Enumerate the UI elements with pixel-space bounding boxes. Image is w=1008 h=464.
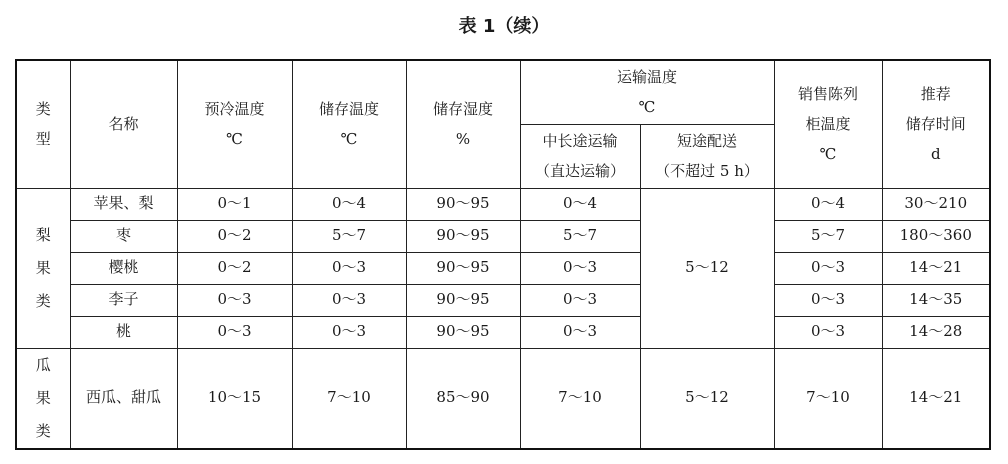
cell-long-haul: 0～3	[520, 316, 640, 348]
header-retail-line-1: 销售陈列	[797, 85, 858, 104]
header-short-haul-note: （不超过 5 h）	[655, 162, 759, 180]
header-retail-line-2: 柜温度	[805, 115, 851, 134]
header-recommended-line-2: 储存时间	[905, 115, 966, 134]
header-retail	[774, 60, 882, 188]
header-long-haul-label: 中长途运输	[542, 132, 618, 150]
header-recommended-unit: d	[930, 145, 941, 164]
cell-humidity: 85～90	[406, 348, 520, 449]
cell-days: 14～28	[882, 316, 990, 348]
header-short-haul-label: 短途配送	[676, 132, 737, 150]
header-storage-temp-label: 储存温度	[318, 100, 379, 119]
header-transport	[520, 60, 774, 124]
cell-retail: 5～7	[774, 220, 882, 252]
cell-precool: 0～3	[177, 316, 292, 348]
cell-storage: 0～4	[292, 188, 406, 220]
cell-name: 枣	[70, 220, 177, 252]
table-row	[16, 316, 990, 348]
cell-name: 苹果、梨	[70, 188, 177, 220]
cell-precool: 0～3	[177, 284, 292, 316]
cell-name: 桃	[70, 316, 177, 348]
table-row	[16, 252, 990, 284]
header-short-haul	[640, 124, 774, 188]
header-name	[70, 60, 177, 188]
group-type-melon	[16, 348, 70, 449]
group-type-char: 瓜	[35, 355, 51, 374]
cell-storage: 7～10	[292, 348, 406, 449]
cell-days: 14～35	[882, 284, 990, 316]
cell-long-haul: 7～10	[520, 348, 640, 449]
cell-precool: 0～1	[177, 188, 292, 220]
group-type-char: 类	[35, 291, 51, 310]
header-transport-label: 运输温度	[616, 68, 677, 87]
header-storage-temp-unit: ℃	[340, 130, 358, 149]
cell-precool: 0～2	[177, 252, 292, 284]
header-type-line-1: 类	[35, 100, 51, 119]
cell-storage: 5～7	[292, 220, 406, 252]
cell-storage: 0～3	[292, 316, 406, 348]
group-type-char: 果	[35, 388, 51, 407]
cell-precool: 10～15	[177, 348, 292, 449]
cell-storage: 0～3	[292, 284, 406, 316]
storage-conditions-table	[15, 59, 991, 450]
header-retail-unit: ℃	[819, 145, 837, 164]
header-transport-unit: ℃	[638, 98, 656, 117]
cell-precool: 0～2	[177, 220, 292, 252]
cell-long-haul: 0～3	[520, 252, 640, 284]
header-storage-humidity-label: 储存湿度	[432, 100, 493, 119]
cell-days: 30～210	[882, 188, 990, 220]
cell-humidity: 90～95	[406, 284, 520, 316]
cell-humidity: 90～95	[406, 316, 520, 348]
cell-retail: 0～3	[774, 252, 882, 284]
group-type-char: 类	[35, 421, 51, 440]
header-recommended	[882, 60, 990, 188]
table-row	[16, 348, 990, 449]
cell-days: 14～21	[882, 252, 990, 284]
header-precool-unit: ℃	[226, 130, 243, 149]
group-type-char: 果	[35, 258, 51, 277]
header-type-line-2: 型	[35, 130, 51, 149]
group-type-pear	[16, 188, 70, 348]
cell-days: 14～21	[882, 348, 990, 449]
cell-retail: 0～4	[774, 188, 882, 220]
header-name-text: 名称	[108, 114, 139, 133]
header-long-haul	[520, 124, 640, 188]
header-precool	[177, 60, 292, 188]
cell-long-haul: 0～4	[520, 188, 640, 220]
table-row	[16, 220, 990, 252]
cell-retail: 7～10	[774, 348, 882, 449]
group-type-char: 梨	[35, 225, 51, 244]
table-caption: 表 1（续）	[458, 16, 550, 37]
header-recommended-line-1: 推荐	[920, 85, 951, 104]
cell-humidity: 90～95	[406, 188, 520, 220]
header-storage-humidity	[406, 60, 520, 188]
table-row	[16, 188, 990, 220]
cell-retail: 0～3	[774, 284, 882, 316]
header-storage-temp	[292, 60, 406, 188]
table-row	[16, 284, 990, 316]
cell-long-haul: 5～7	[520, 220, 640, 252]
header-long-haul-note: （直达运输）	[534, 162, 625, 180]
cell-humidity: 90～95	[406, 252, 520, 284]
cell-retail: 0～3	[774, 316, 882, 348]
header-storage-humidity-unit: %	[455, 130, 471, 149]
cell-short-haul: 5～12	[640, 348, 774, 449]
cell-short-haul-merged: 5～12	[640, 188, 774, 348]
cell-humidity: 90～95	[406, 220, 520, 252]
cell-name: 西瓜、甜瓜	[70, 348, 177, 449]
header-precool-label: 预冷温度	[204, 100, 265, 119]
header-type	[16, 60, 70, 188]
header-row-1	[16, 60, 990, 124]
cell-long-haul: 0～3	[520, 284, 640, 316]
cell-days: 180～360	[882, 220, 990, 252]
cell-storage: 0～3	[292, 252, 406, 284]
cell-name: 樱桃	[70, 252, 177, 284]
cell-name: 李子	[70, 284, 177, 316]
